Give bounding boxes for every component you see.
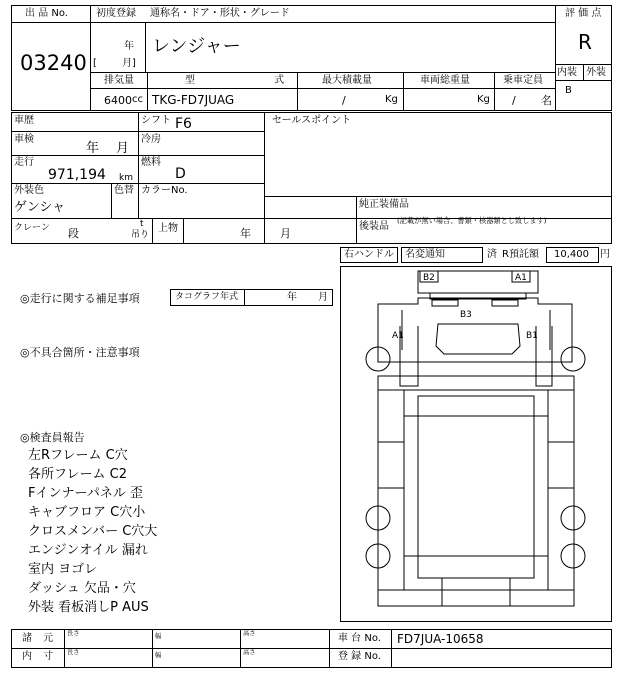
mark-b3: B3 xyxy=(460,310,472,320)
shift-label: シフト xyxy=(141,115,171,126)
inner-height-label: 高さ xyxy=(243,649,256,657)
standard-equipment-label: 純正装備品 xyxy=(359,199,409,210)
displacement: 6400 xyxy=(104,94,132,107)
capacity-sep: / xyxy=(512,94,516,107)
driving-notes-label: ◎走行に関する補足事項 xyxy=(20,292,140,305)
gross-weight-label: 車両総重量 xyxy=(420,75,470,86)
gross-weight-unit: Kg xyxy=(477,94,490,105)
registration-no-label: 登 録 No. xyxy=(338,651,381,662)
specs-length-label: 長さ xyxy=(67,630,80,638)
tachograph-label: タコグラフ年式 xyxy=(175,292,239,302)
inspector-report-item: キャブフロア C穴小 xyxy=(28,505,146,520)
r-deposit-box xyxy=(546,247,599,263)
mileage-label: 走行 xyxy=(14,157,34,168)
specs-label: 諸 元 xyxy=(22,633,58,644)
inspector-report-item: クロスメンバー C穴大 xyxy=(28,524,158,539)
upper-month: 月 xyxy=(280,227,291,240)
interior-label: 内装 xyxy=(557,67,577,78)
inspector-report-item: 左Rフレーム C穴 xyxy=(28,448,128,463)
lot-no-label: 出 品 No. xyxy=(25,8,68,19)
fuel: D xyxy=(175,166,186,182)
model: TKG-FD7JUAG xyxy=(152,93,235,107)
chassis-no: FD7JUA-10658 xyxy=(397,632,484,646)
lot-no: 03240 xyxy=(20,51,87,75)
fuel-label: 燃料 xyxy=(141,157,161,168)
name-change-value: 済 xyxy=(487,249,497,260)
inspection-label: 車検 xyxy=(14,134,34,145)
chassis-no-label: 車 台 No. xyxy=(338,633,381,644)
mileage: 971,194 xyxy=(48,167,106,183)
aftermarket-label: 後装品 xyxy=(359,221,389,232)
interior-score: B xyxy=(565,85,572,96)
inspector-report-item: 外装 看板消しP AUS xyxy=(28,600,149,615)
inner-length-label: 長さ xyxy=(67,649,80,657)
ac-label: 冷房 xyxy=(141,134,161,145)
max-load-label: 最大積載量 xyxy=(322,75,372,86)
max-load-sep: / xyxy=(342,94,346,107)
first-reg-month: 月] xyxy=(122,58,136,69)
tachograph-year: 年 xyxy=(287,292,297,303)
shift: F6 xyxy=(175,116,192,132)
mark-b2: B2 xyxy=(423,273,435,283)
mark-a1-left: A1 xyxy=(392,331,404,341)
mark-a1-top: A1 xyxy=(515,273,527,283)
r-deposit-value: 10,400 xyxy=(554,249,589,260)
history-label: 車歴 xyxy=(14,115,34,126)
inspector-report-item: 室内 ヨゴレ xyxy=(28,562,98,577)
max-load-unit: Kg xyxy=(385,94,398,105)
defects-label: ◎不具合箇所・注意事項 xyxy=(20,346,140,359)
crane-stage: 段 xyxy=(68,227,79,240)
exterior-color-label: 外装色 xyxy=(14,185,44,196)
inspection-year: 年 xyxy=(86,141,100,156)
crane-label: クレーン xyxy=(14,223,50,233)
name-change-label: 名変通知 xyxy=(405,249,445,260)
first-reg-bracket-open: [ xyxy=(93,58,97,69)
cc-unit: cc xyxy=(132,94,143,105)
truck-diagram xyxy=(340,266,612,622)
color-change-label: 色替 xyxy=(114,185,134,196)
r-deposit-label: R預託額 xyxy=(502,249,539,260)
inspector-report-item: Fインナーパネル 歪 xyxy=(28,486,143,501)
upper-year: 年 xyxy=(240,227,251,240)
sales-point-label: セールスポイント xyxy=(272,115,352,126)
crane-ton: t xyxy=(140,219,144,229)
specs-width-label: 幅 xyxy=(155,633,162,641)
steering: 右ハンドル xyxy=(344,249,394,260)
first-reg-label: 初度登録 xyxy=(96,8,136,19)
upper-label: 上物 xyxy=(158,223,178,234)
crane-hang: 吊り xyxy=(131,230,150,240)
inspection-month: 月 xyxy=(116,141,130,156)
car-name-label: 通称名・ドア・形状・グレード xyxy=(150,8,290,19)
car-name: レンジャー xyxy=(152,36,241,57)
inspector-report-label: ◎検査員報告 xyxy=(20,431,85,444)
first-reg-year: 年 xyxy=(124,41,134,52)
km-unit: km xyxy=(119,173,133,183)
tachograph-month: 月 xyxy=(318,292,328,303)
inspector-report-item: ダッシュ 欠品・穴 xyxy=(28,581,136,596)
exterior-label: 外装 xyxy=(586,67,606,78)
mark-b1: B1 xyxy=(526,331,538,341)
capacity-label: 乗車定員 xyxy=(503,75,543,86)
specs-height-label: 高さ xyxy=(243,630,256,638)
inspector-report-list xyxy=(28,446,228,617)
eval-label: 評 価 点 xyxy=(565,8,602,19)
eval-score: R xyxy=(578,30,592,54)
inner-dim-label: 内 寸 xyxy=(22,651,58,662)
yen-unit: 円 xyxy=(600,249,610,260)
steering-box xyxy=(340,247,398,263)
displacement-label: 排気量 xyxy=(104,75,134,86)
model-label: 型 式 xyxy=(185,75,323,86)
exterior-color: ゲンシャ xyxy=(14,200,66,215)
inspector-report-item: 各所フレーム C2 xyxy=(28,467,127,482)
name-change-box xyxy=(401,247,483,263)
capacity-unit: 名 xyxy=(541,94,552,107)
inspector-report-item: エンジンオイル 漏れ xyxy=(28,543,148,558)
inner-width-label: 幅 xyxy=(155,652,162,660)
aftermarket-note: (記載が無い場合、書類・核器類とし致します) xyxy=(397,217,547,226)
color-code-label: カラーNo. xyxy=(141,185,188,196)
